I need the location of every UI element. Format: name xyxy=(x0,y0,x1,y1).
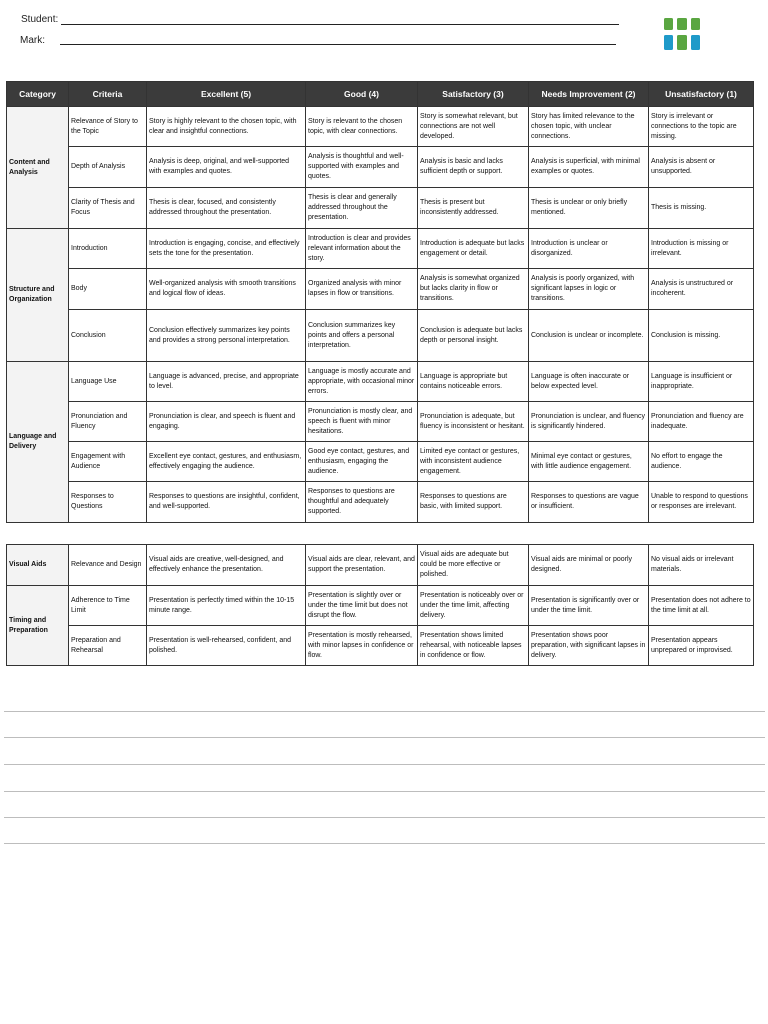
grid-logo-icon xyxy=(664,18,700,50)
rubric-cell: Presentation shows limited rehearsal, with noticeable lapses in confidence or flow. xyxy=(418,626,529,666)
table-row xyxy=(7,229,754,269)
table-row xyxy=(7,362,754,402)
rubric-cell: Conclusion is adequate but lacks depth or personal insight. xyxy=(418,310,529,362)
rubric-cell: Pronunciation is mostly clear, and speech is fluent with minor hesitations. xyxy=(306,402,418,442)
category-cell: Content and Analysis xyxy=(7,107,69,229)
column-header: Excellent (5) xyxy=(147,82,306,107)
column-header: Needs Improvement (2) xyxy=(529,82,649,107)
criteria-cell: Language Use xyxy=(69,362,147,402)
rubric-cell: Analysis is basic and lacks sufficient depth or support. xyxy=(418,147,529,188)
rubric-cell: Pronunciation is adequate, but fluency is inconsistent or hesitant. xyxy=(418,402,529,442)
rubric-cell: Presentation is perfectly timed within the 10-15 minute range. xyxy=(147,586,306,626)
rubric-table xyxy=(6,81,754,523)
rubric-cell: Unable to respond to questions or responses are irrelevant. xyxy=(649,482,754,523)
rubric-cell: Story is highly relevant to the chosen topic, with clear and insightful connections. xyxy=(147,107,306,147)
rubric-table-secondary xyxy=(6,544,754,666)
rubric-cell: Presentation is mostly rehearsed, with minor lapses in confidence or flow. xyxy=(306,626,418,666)
criteria-cell: Relevance and Design xyxy=(69,545,147,586)
rubric-cell: Story has limited relevance to the chosen topic, with unclear connections. xyxy=(529,107,649,147)
rubric-cell: Thesis is clear and generally addressed throughout the presentation. xyxy=(306,188,418,229)
notes-line[interactable] xyxy=(4,764,765,765)
criteria-cell: Introduction xyxy=(69,229,147,269)
rubric-cell: Excellent eye contact, gestures, and enthusiasm, effectively engaging the audience. xyxy=(147,442,306,482)
rubric-cell: Pronunciation is unclear, and fluency is significantly hindered. xyxy=(529,402,649,442)
rubric-cell: Conclusion summarizes key points and offers a personal interpretation. xyxy=(306,310,418,362)
rubric-cell: Organized analysis with minor lapses in flow or transitions. xyxy=(306,269,418,310)
rubric-cell: Responses to questions are vague or insufficient. xyxy=(529,482,649,523)
rubric-cell: Visual aids are creative, well-designed, and effectively enhance the presentation. xyxy=(147,545,306,586)
rubric-cell: Conclusion is unclear or incomplete. xyxy=(529,310,649,362)
table-row xyxy=(7,626,754,666)
table-row xyxy=(7,545,754,586)
rubric-cell: Story is somewhat relevant, but connections are not well developed. xyxy=(418,107,529,147)
rubric-cell: Analysis is thoughtful and well-supported with examples and quotes. xyxy=(306,147,418,188)
criteria-cell: Conclusion xyxy=(69,310,147,362)
rubric-header-row xyxy=(7,82,754,107)
notes-line[interactable] xyxy=(4,843,765,844)
rubric-cell: Language is appropriate but contains noticeable errors. xyxy=(418,362,529,402)
column-header: Good (4) xyxy=(306,82,418,107)
category-cell: Structure and Organization xyxy=(7,229,69,362)
rubric-cell: Presentation does not adhere to the time limit at all. xyxy=(649,586,754,626)
rubric-cell: Analysis is absent or unsupported. xyxy=(649,147,754,188)
table-row xyxy=(7,402,754,442)
rubric-cell: No visual aids or irrelevant materials. xyxy=(649,545,754,586)
rubric-cell: Analysis is superficial, with minimal examples or quotes. xyxy=(529,147,649,188)
student-field[interactable] xyxy=(21,14,58,25)
rubric-cell: Presentation shows poor preparation, with significant lapses in delivery. xyxy=(529,626,649,666)
rubric-cell: Presentation is noticeably over or under the time limit, affecting delivery. xyxy=(418,586,529,626)
column-header: Satisfactory (3) xyxy=(418,82,529,107)
rubric-cell: Visual aids are minimal or poorly designed. xyxy=(529,545,649,586)
rubric-cell: Visual aids are clear, relevant, and support the presentation. xyxy=(306,545,418,586)
criteria-cell: Preparation and Rehearsal xyxy=(69,626,147,666)
rubric-cell: Analysis is unstructured or incoherent. xyxy=(649,269,754,310)
rubric-cell: Introduction is adequate but lacks engagement or detail. xyxy=(418,229,529,269)
table-row xyxy=(7,482,754,523)
rubric-cell: Pronunciation and fluency are inadequate. xyxy=(649,402,754,442)
notes-line[interactable] xyxy=(4,791,765,792)
rubric-cell: Presentation is well-rehearsed, confident, and polished. xyxy=(147,626,306,666)
rubric-cell: Conclusion effectively summarizes key points and provides a strong personal interpretation. xyxy=(147,310,306,362)
rubric-cell: Presentation is significantly over or under the time limit. xyxy=(529,586,649,626)
rubric-cell: Pronunciation is clear, and speech is fluent and engaging. xyxy=(147,402,306,442)
notes-line[interactable] xyxy=(4,737,765,738)
rubric-cell: Presentation is slightly over or under the time limit but does not disrupt the flow. xyxy=(306,586,418,626)
rubric-cell: Language is advanced, precise, and appropriate to level. xyxy=(147,362,306,402)
rubric-cell: Thesis is missing. xyxy=(649,188,754,229)
category-cell: Visual Aids xyxy=(7,545,69,586)
rubric-cell: Story is irrelevant or connections to the topic are missing. xyxy=(649,107,754,147)
mark-line[interactable] xyxy=(60,44,616,45)
rubric-cell: Good eye contact, gestures, and enthusiasm, engaging the audience. xyxy=(306,442,418,482)
rubric-cell: Thesis is clear, focused, and consistently addressed throughout the presentation. xyxy=(147,188,306,229)
mark-label: Mark: xyxy=(20,35,45,46)
rubric-cell: Conclusion is missing. xyxy=(649,310,754,362)
table-row xyxy=(7,107,754,147)
rubric-cell: Introduction is missing or irrelevant. xyxy=(649,229,754,269)
rubric-cell: Language is mostly accurate and appropriate, with occasional minor errors. xyxy=(306,362,418,402)
rubric-cell: Thesis is present but inconsistently addressed. xyxy=(418,188,529,229)
rubric-cell: Introduction is clear and provides relevant information about the story. xyxy=(306,229,418,269)
table-row xyxy=(7,442,754,482)
notes-line[interactable] xyxy=(4,817,765,818)
column-header: Criteria xyxy=(69,82,147,107)
table-row xyxy=(7,586,754,626)
rubric-cell: Presentation appears unprepared or improvised. xyxy=(649,626,754,666)
rubric-cell: Language is often inaccurate or below expected level. xyxy=(529,362,649,402)
criteria-cell: Body xyxy=(69,269,147,310)
criteria-cell: Adherence to Time Limit xyxy=(69,586,147,626)
rubric-cell: Language is insufficient or inappropriate. xyxy=(649,362,754,402)
criteria-cell: Depth of Analysis xyxy=(69,147,147,188)
rubric-cell: Limited eye contact or gestures, with inconsistent audience engagement. xyxy=(418,442,529,482)
rubric-cell: Analysis is poorly organized, with significant lapses in logic or transitions. xyxy=(529,269,649,310)
rubric-cell: Responses to questions are basic, with limited support. xyxy=(418,482,529,523)
table-row xyxy=(7,147,754,188)
rubric-cell: Minimal eye contact or gestures, with little audience engagement. xyxy=(529,442,649,482)
student-line[interactable] xyxy=(61,24,619,25)
table-row xyxy=(7,269,754,310)
rubric-cell: Responses to questions are insightful, confident, and well-supported. xyxy=(147,482,306,523)
rubric-cell: No effort to engage the audience. xyxy=(649,442,754,482)
category-cell: Language and Delivery xyxy=(7,362,69,523)
table-row xyxy=(7,188,754,229)
rubric-cell: Thesis is unclear or only briefly mentioned. xyxy=(529,188,649,229)
student-label: Student: xyxy=(21,14,59,25)
column-header: Unsatisfactory (1) xyxy=(649,82,754,107)
rubric-cell: Visual aids are adequate but could be more effective or polished. xyxy=(418,545,529,586)
criteria-cell: Engagement with Audience xyxy=(69,442,147,482)
rubric-cell: Well-organized analysis with smooth transitions and logical flow of ideas. xyxy=(147,269,306,310)
rubric-cell: Introduction is engaging, concise, and effectively sets the tone for the presentation. xyxy=(147,229,306,269)
table-row xyxy=(7,310,754,362)
criteria-cell: Relevance of Story to the Topic xyxy=(69,107,147,147)
rubric-cell: Introduction is unclear or disorganized. xyxy=(529,229,649,269)
rubric-cell: Analysis is deep, original, and well-supported with examples and quotes. xyxy=(147,147,306,188)
rubric-cell: Story is relevant to the chosen topic, with clear connections. xyxy=(306,107,418,147)
mark-field[interactable] xyxy=(20,35,45,46)
category-cell: Timing and Preparation xyxy=(7,586,69,666)
criteria-cell: Clarity of Thesis and Focus xyxy=(69,188,147,229)
column-header: Category xyxy=(7,82,69,107)
criteria-cell: Responses to Questions xyxy=(69,482,147,523)
criteria-cell: Pronunciation and Fluency xyxy=(69,402,147,442)
rubric-cell: Analysis is somewhat organized but lacks clarity in flow or transitions. xyxy=(418,269,529,310)
notes-line[interactable] xyxy=(4,711,765,712)
rubric-cell: Responses to questions are thoughtful and adequately supported. xyxy=(306,482,418,523)
